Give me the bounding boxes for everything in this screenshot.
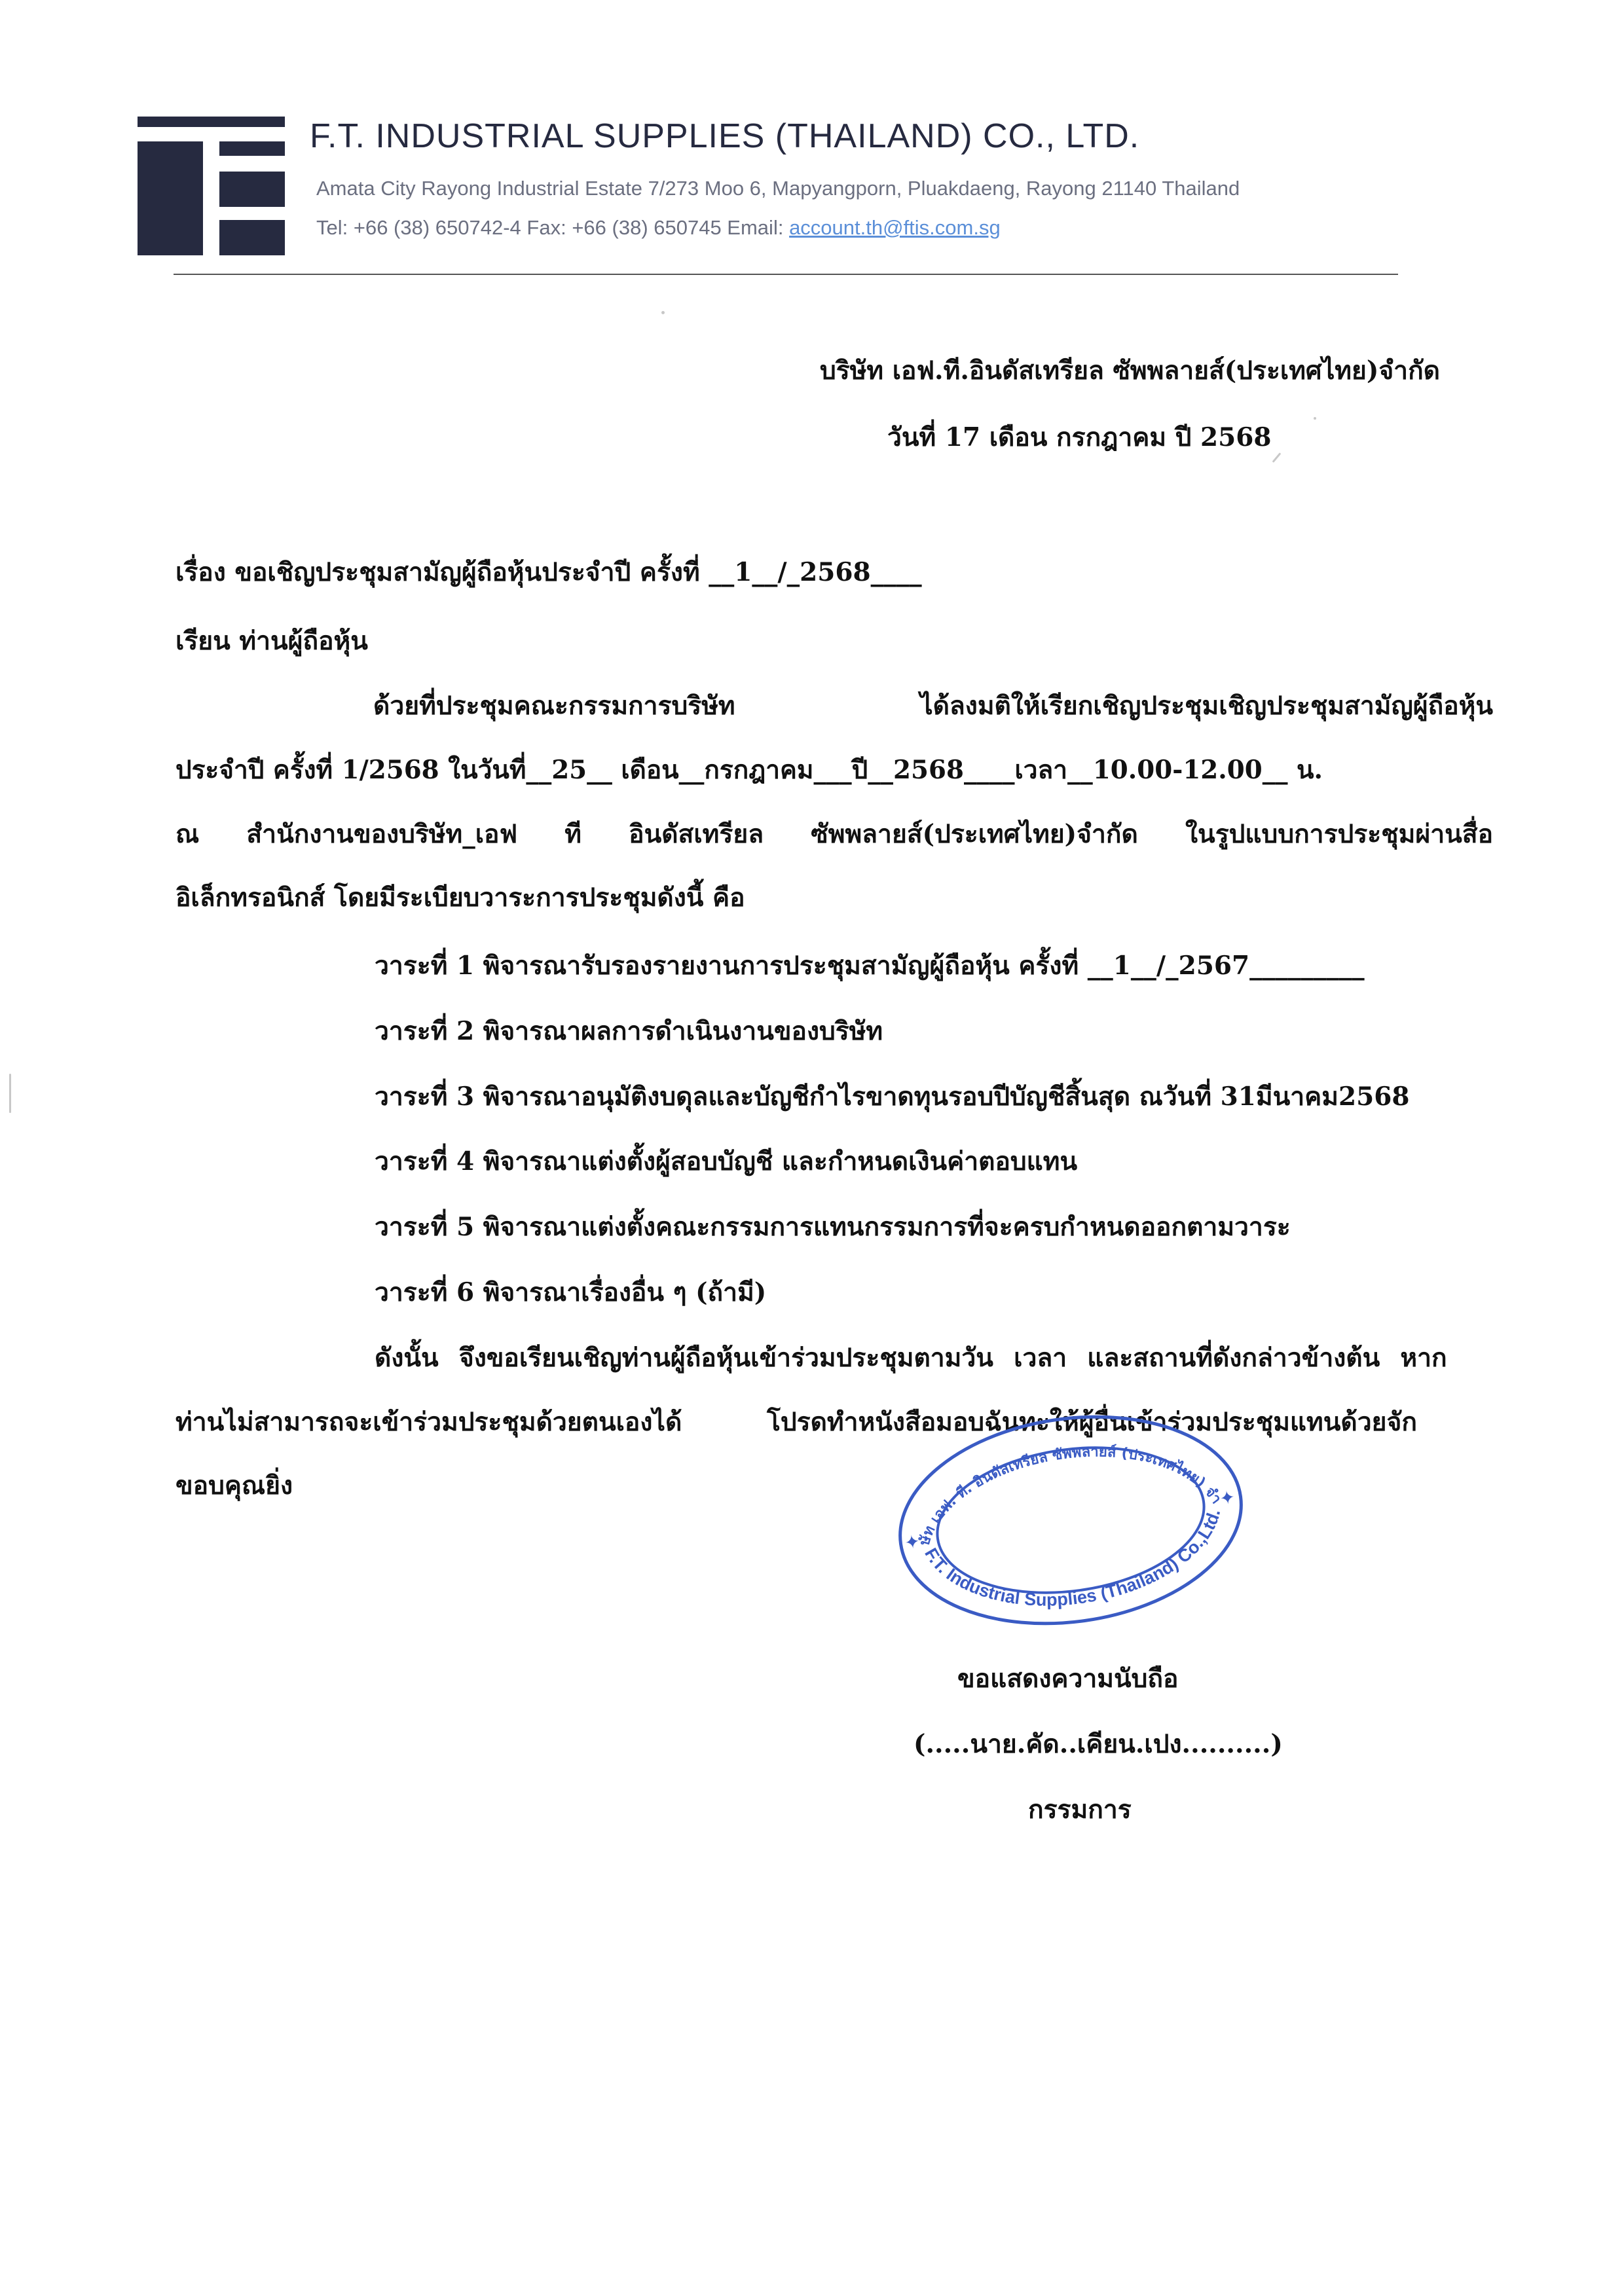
body-line-3: ณ สำนักงานของบริษัท_เอฟ ที อินดัสเทรียล ซัพพลายส์(ประเทศไทย)จำกัด ในรูปแบบการประชุมผ่านสื่อ xyxy=(175,819,1493,849)
body-line-2: ประจำปี ครั้งที่ 1/2568 ในวันที่__25__ เดือน__กรกฎาคม___ปี__2568____เวลา__10.00-12.00__ น. xyxy=(175,755,1323,785)
svg-text:F.T. Industrial Supplies (Thai: F.T. Industrial Supplies (Thailand) Co.,Ltd. xyxy=(921,1507,1225,1610)
agenda-item-2: วาระที่ 2 พิจารณาผลการดำเนินงานของบริษัท xyxy=(375,1016,883,1046)
subject-line: เรื่อง ขอเชิญประชุมสามัญผู้ถือหุ้นประจำปี ครั้งที่ __1__/_2568____ xyxy=(175,557,922,587)
closing-regards: ขอแสดงความนับถือ xyxy=(957,1664,1179,1694)
scan-speck xyxy=(9,1074,11,1113)
company-name-thai: บริษัท เอฟ.ที.อินดัสเทรียล ซัพพลายส์(ประเทศไทย)จำกัด xyxy=(820,355,1441,386)
addressee-line: เรียน ท่านผู้ถือหุ้น xyxy=(175,626,368,656)
company-contact xyxy=(316,216,1001,240)
company-address: Amata City Rayong Industrial Estate 7/273 Moo 6, Mapyangporn, Pluakdaeng, Rayong 21140 Thailand xyxy=(316,177,1240,200)
agenda-item-3: วาระที่ 3 พิจารณาอนุมัติงบดุลและบัญชีกำไรขาดทุนรอบปีบัญชีสิ้นสุด ณวันที่ 31มีนาคม2568 xyxy=(375,1082,1410,1112)
agenda-item-5: วาระที่ 5 พิจารณาแต่งตั้งคณะกรรมการแทนกรรมการที่จะครบกำหนดออกตามวาระ xyxy=(375,1212,1291,1242)
closing-line-3: ขอบคุณยิ่ง xyxy=(175,1470,293,1501)
company-name: F.T. INDUSTRIAL SUPPLIES (THAILAND) CO., LTD. xyxy=(310,117,1140,155)
svg-text:✦: ✦ xyxy=(903,1530,921,1554)
signatory-title: กรรมการ xyxy=(1028,1795,1132,1825)
body-line-1: ด้วยที่ประชุมคณะกรรมการบริษัท ได้ลงมติให้เรียกเชิญประชุมเชิญประชุมสามัญผู้ถือหุ้น xyxy=(373,691,1493,721)
scan-speck xyxy=(1314,417,1316,420)
agenda-item-6: วาระที่ 6 พิจารณาเรื่องอื่น ๆ (ถ้ามี) xyxy=(375,1277,767,1307)
scan-speck xyxy=(661,311,665,314)
body-line-4: อิเล็กทรอนิกส์ โดยมีระเบียบวาระการประชุมดังนี้ คือ xyxy=(175,883,745,913)
company-logo xyxy=(138,117,285,255)
letterhead-divider xyxy=(174,274,1398,275)
scan-speck xyxy=(1272,452,1282,463)
agenda-item-4: วาระที่ 4 พิจารณาแต่งตั้งผู้สอบบัญชี และกำหนดเงินค่าตอบแทน xyxy=(375,1146,1078,1176)
email-link[interactable]: account.th@ftis.com.sg xyxy=(789,216,1001,239)
signatory-name: (.....นาย.คัด..เคียน.เปง..........) xyxy=(913,1729,1283,1759)
svg-text:บริษัท เอฟ. ที. อินดัสเทรียล ซ: บริษัท เอฟ. ที. อินดัสเทรียล ซัพพลายส์ (ประเทศไทย) จำกัด xyxy=(916,1444,1225,1548)
closing-line-2: ท่านไม่สามารถจะเข้าร่วมประชุมด้วยตนเองได้ โปรดทำหนังสือมอบฉันทะให้ผู้อื่นเข้าร่วมประชุมแทนด้วยจัก xyxy=(175,1407,1417,1437)
tel-fax: Tel: +66 (38) 650742-4 Fax: +66 (38) 650745 Email: xyxy=(316,216,790,239)
closing-line-1: ดังนั้น จึงขอเรียนเชิญท่านผู้ถือหุ้นเข้าร่วมประชุมตามวัน เวลา และสถานที่ดังกล่าวข้างต้น หาก xyxy=(375,1343,1447,1373)
agenda-item-1: วาระที่ 1 พิจารณารับรองรายงานการประชุมสามัญผู้ถือหุ้น ครั้งที่ __1__/_2567_________ xyxy=(375,951,1365,981)
svg-text:✦: ✦ xyxy=(1218,1485,1237,1510)
letter-date: วันที่ 17 เดือน กรกฎาคม ปี 2568 xyxy=(887,422,1272,452)
company-stamp xyxy=(887,1411,1254,1630)
